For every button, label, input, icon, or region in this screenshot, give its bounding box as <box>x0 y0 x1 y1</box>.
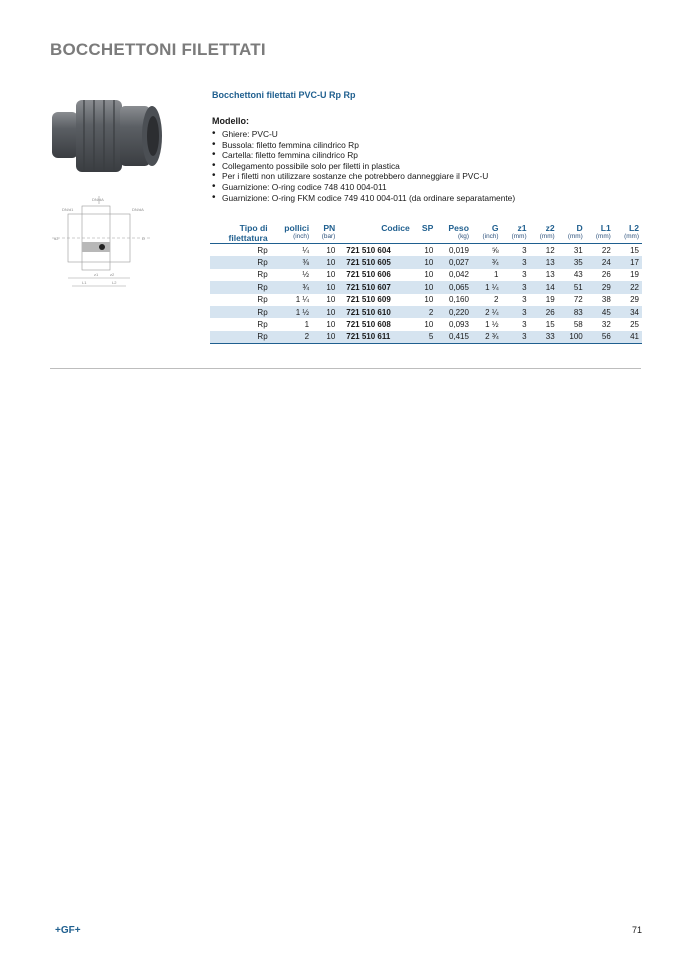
feature-item: • Bussola: filetto femmina cilindrico Rp <box>212 140 642 151</box>
page-title: BOCCHETTONI FILETTATI <box>50 40 266 59</box>
cell-sp: 10 <box>413 256 436 268</box>
cell-sp: 10 <box>424 320 434 330</box>
cell-pn: 10 <box>326 270 336 280</box>
cell-inch: 2 <box>271 331 312 344</box>
cell-inch: 1 ½ <box>271 306 312 318</box>
cell-z2: 13 <box>530 256 558 268</box>
cell-z2: 19 <box>545 295 555 305</box>
unit-g: (inch) <box>472 233 502 244</box>
product-description <box>212 90 642 203</box>
cell-d: 58 <box>573 320 583 330</box>
cell-weight: 0,220 <box>436 306 472 318</box>
cell-z1: 3 <box>502 331 530 344</box>
col-header-weight: Peso <box>448 223 469 233</box>
cell-l1: 32 <box>601 320 611 330</box>
cell-l1: 29 <box>586 281 614 293</box>
cell-l1: 38 <box>601 295 611 305</box>
cell-z1: 3 <box>522 270 527 280</box>
feature-item: • Ghiere: PVC-U <box>212 129 642 140</box>
cell-code: 721 510 611 <box>338 331 413 344</box>
cell-weight: 0,027 <box>436 256 472 268</box>
cell-z2: 15 <box>545 320 555 330</box>
unit-d: (mm) <box>558 233 586 244</box>
drawing-label: L1 <box>82 280 87 285</box>
cell-z1: 3 <box>502 306 530 318</box>
spec-table <box>210 222 642 344</box>
cell-g: 1 ¼ <box>472 281 502 293</box>
cell-weight: 0,019 <box>448 245 469 255</box>
cell-z2: 14 <box>530 281 558 293</box>
table-header-row <box>210 222 642 233</box>
feature-item: • Guarnizione: O-ring codice 748 410 004-011 <box>212 182 642 193</box>
cell-code: 721 510 604 <box>346 245 391 255</box>
col-header-z1: z1 <box>517 223 527 233</box>
page-number: 71 <box>631 925 642 935</box>
table-units-row <box>210 233 642 244</box>
unit-l1: (mm) <box>586 233 614 244</box>
cell-g: ⅝ <box>491 245 499 255</box>
product-photo <box>48 92 168 182</box>
drawing-label: DN/d1 <box>62 207 74 212</box>
drawing-label: d2 <box>54 236 59 241</box>
cell-l2: 15 <box>630 245 639 255</box>
cell-g: 2 ¼ <box>472 306 502 318</box>
table-row <box>210 256 642 268</box>
cell-thread: Rp <box>210 306 271 318</box>
cell-l2: 29 <box>630 295 639 305</box>
cell-pn: 10 <box>312 306 338 318</box>
cell-inch: 1 <box>304 320 310 330</box>
gf-logo: +GF+ <box>55 925 81 936</box>
table-row <box>210 331 642 344</box>
col-header-sp: SP <box>421 223 434 233</box>
col-header-l2: L2 <box>628 223 639 233</box>
cell-code: 721 510 610 <box>338 306 413 318</box>
cell-pn: 10 <box>326 320 336 330</box>
table-body <box>210 244 642 344</box>
col-header-g: G <box>491 223 499 233</box>
unit-pn: (bar) <box>312 233 338 244</box>
unit-z1: (mm) <box>502 233 530 244</box>
cell-z1: 3 <box>522 295 527 305</box>
table-row <box>210 281 642 293</box>
feature-list <box>212 129 642 203</box>
product-title: Bocchettoni filettati PVC-U Rp Rp <box>212 90 356 100</box>
cell-inch: 1 ¼ <box>295 295 310 305</box>
table-row <box>210 269 642 281</box>
cell-thread: Rp <box>210 281 271 293</box>
cell-z1: 3 <box>502 256 530 268</box>
cell-code: 721 510 606 <box>346 270 391 280</box>
cell-weight: 0,065 <box>436 281 472 293</box>
cell-d: 51 <box>558 281 586 293</box>
cell-inch: ½ <box>302 270 310 280</box>
section-divider <box>50 368 641 369</box>
cell-l1: 24 <box>586 256 614 268</box>
cell-thread: Rp <box>257 295 268 305</box>
cell-l1: 22 <box>601 245 611 255</box>
col-header-thread: Tipo di <box>239 223 268 233</box>
cell-thread: Rp <box>210 331 271 344</box>
cell-inch: ¾ <box>271 281 312 293</box>
col-header-z2: z2 <box>545 223 555 233</box>
cell-l2: 34 <box>614 306 642 318</box>
feature-item: • Collegamento possibile solo per filetti in plastica <box>212 161 642 172</box>
cell-l2: 17 <box>614 256 642 268</box>
cell-inch: ¼ <box>302 245 310 255</box>
unit-l2: (mm) <box>614 233 642 244</box>
cell-pn: 10 <box>326 245 336 255</box>
cell-inch: ⅜ <box>271 256 312 268</box>
cell-weight: 0,160 <box>448 295 469 305</box>
feature-item: • Guarnizione: O-ring FKM codice 749 410 004-011 (da ordinare separatamente) <box>212 193 642 204</box>
cell-weight: 0,093 <box>448 320 469 330</box>
cell-l1: 45 <box>586 306 614 318</box>
drawing-label: DN/dA <box>132 207 144 212</box>
table-row <box>210 318 642 330</box>
table-row <box>210 306 642 318</box>
drawing-label: z2 <box>110 272 115 277</box>
table-row <box>210 294 642 306</box>
drawing-label: z1 <box>94 272 99 277</box>
col-header-code: Codice <box>381 223 410 233</box>
cell-z2: 33 <box>530 331 558 344</box>
cell-l2: 22 <box>614 281 642 293</box>
cell-d: 43 <box>573 270 583 280</box>
cell-z2: 12 <box>545 245 555 255</box>
cell-pn: 10 <box>326 295 336 305</box>
cell-sp: 10 <box>424 270 434 280</box>
cell-sp: 2 <box>413 306 436 318</box>
feature-item: • Cartella: filetto femmina cilindrico Rp <box>212 150 642 161</box>
cell-d: 35 <box>558 256 586 268</box>
cell-code: 721 510 609 <box>346 295 391 305</box>
col-header-l1: L1 <box>600 223 611 233</box>
cell-z1: 3 <box>502 281 530 293</box>
cell-z2: 13 <box>545 270 555 280</box>
unit-z2: (mm) <box>530 233 558 244</box>
cell-pn: 10 <box>312 331 338 344</box>
cell-thread: Rp <box>257 320 268 330</box>
cell-d: 31 <box>573 245 583 255</box>
col-header-pn: PN <box>323 223 336 233</box>
unit-sp <box>413 233 436 244</box>
unit-code <box>338 233 413 244</box>
cell-thread: Rp <box>210 256 271 268</box>
cell-sp: 10 <box>424 295 434 305</box>
drawing-label: D <box>142 236 145 241</box>
cell-g: 2 <box>494 295 499 305</box>
cell-thread: Rp <box>257 270 268 280</box>
cell-g: ¾ <box>472 256 502 268</box>
feature-item: • Per i filetti non utilizzare sostanze che potrebbero danneggiare il PVC-U <box>212 171 642 182</box>
cell-weight: 0,042 <box>448 270 469 280</box>
cell-sp: 5 <box>413 331 436 344</box>
cell-z1: 3 <box>522 320 527 330</box>
cell-pn: 10 <box>312 256 338 268</box>
cell-pn: 10 <box>312 281 338 293</box>
cell-code: 721 510 608 <box>346 320 391 330</box>
cell-z1: 3 <box>522 245 527 255</box>
table-row <box>210 244 642 257</box>
cell-sp: 10 <box>424 245 434 255</box>
cell-z2: 26 <box>530 306 558 318</box>
cell-g: 2 ¾ <box>472 331 502 344</box>
unit-inch: (inch) <box>271 233 312 244</box>
drawing-label: L2 <box>112 280 117 285</box>
unit-weight: (kg) <box>436 233 472 244</box>
cell-l1: 56 <box>586 331 614 344</box>
cell-l2: 25 <box>630 320 639 330</box>
col-header-d: D <box>576 223 583 233</box>
cell-l1: 26 <box>601 270 611 280</box>
cell-thread: Rp <box>257 245 268 255</box>
col-header-inch: pollici <box>284 223 310 233</box>
cell-code: 721 510 605 <box>338 256 413 268</box>
cell-d: 83 <box>558 306 586 318</box>
cell-weight: 0,415 <box>436 331 472 344</box>
unit-thread: filettatura <box>210 233 271 244</box>
cell-sp: 10 <box>413 281 436 293</box>
model-label: Modello: <box>212 116 249 126</box>
cell-d: 72 <box>573 295 583 305</box>
cell-l2: 19 <box>630 270 639 280</box>
technical-drawing <box>42 194 162 294</box>
cell-l2: 41 <box>614 331 642 344</box>
cell-g: 1 <box>494 270 499 280</box>
cell-code: 721 510 607 <box>338 281 413 293</box>
cell-d: 100 <box>558 331 586 344</box>
drawing-label: DN/dA <box>92 197 104 202</box>
cell-g: 1 ½ <box>485 320 499 330</box>
